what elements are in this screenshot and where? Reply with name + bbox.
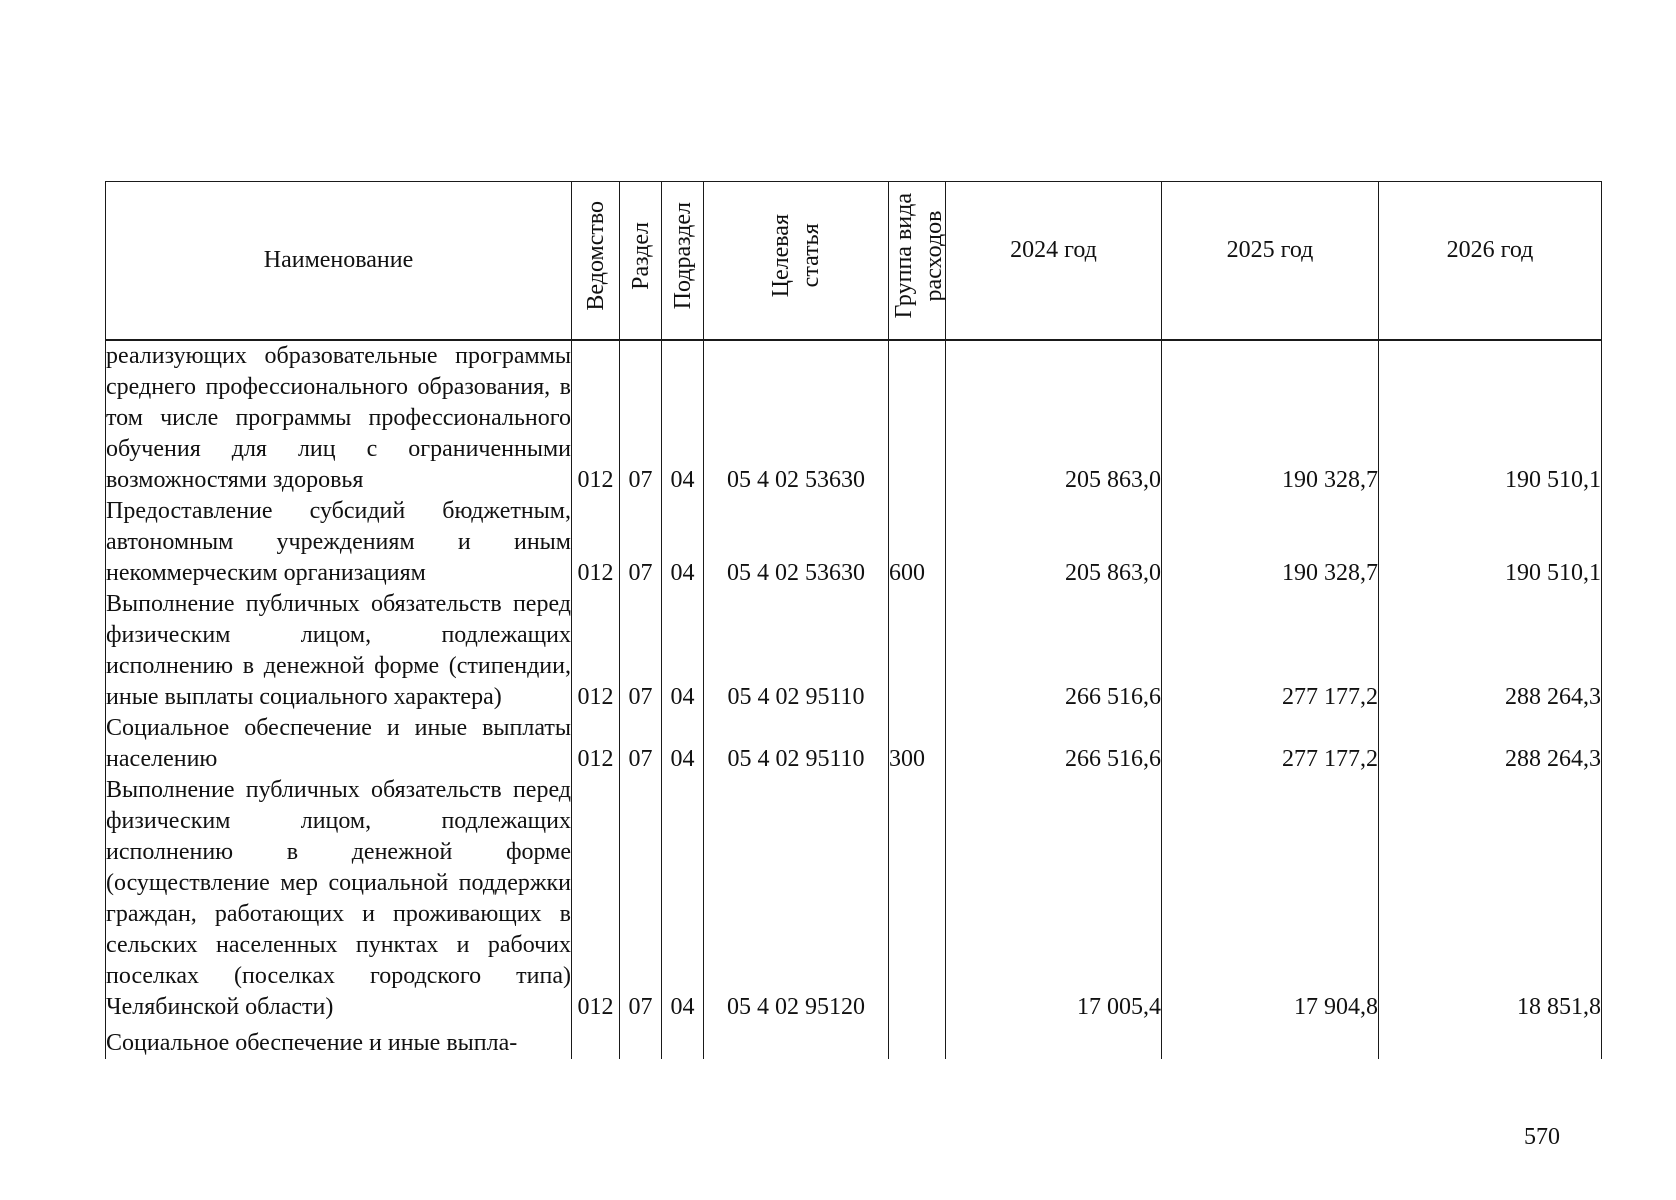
row-target: 05 4 02 53630 xyxy=(704,496,889,589)
row-2026 xyxy=(1379,1023,1602,1059)
header-2025: 2025 год xyxy=(1162,182,1379,341)
row-target: 05 4 02 95110 xyxy=(704,589,889,713)
row-group: 300 xyxy=(889,713,946,775)
row-group xyxy=(889,775,946,1023)
table-header-row xyxy=(106,182,1602,341)
row-name: реализующих образовательные программы среднего профессионального образования, в том числе программы профессионального обучения для лиц с ограниченными возможностями здоровья xyxy=(106,340,572,496)
row-2025: 277 177,2 xyxy=(1162,713,1379,775)
row-2026: 18 851,8 xyxy=(1379,775,1602,1023)
row-target: 05 4 02 95120 xyxy=(704,775,889,1023)
row-target: 05 4 02 53630 xyxy=(704,340,889,496)
row-group: 600 xyxy=(889,496,946,589)
row-2024: 205 863,0 xyxy=(946,496,1162,589)
row-vedomstvo: 012 xyxy=(572,589,620,713)
header-2026: 2026 год xyxy=(1379,182,1602,341)
row-2025: 277 177,2 xyxy=(1162,589,1379,713)
row-name: Выполнение публичных обязательств перед физическим лицом, подлежащих исполнению в денежной форме (стипендии, иные выплаты социального характера) xyxy=(106,589,572,713)
header-podrazdel: Подраздел xyxy=(662,182,704,341)
row-target xyxy=(704,1023,889,1059)
row-group xyxy=(889,589,946,713)
header-target: Целевая статья xyxy=(704,182,889,341)
row-name: Выполнение публичных обязательств перед физическим лицом, подлежащих исполнению в денежной форме (осуществление мер социальной поддержки граждан, работающих и проживающих в сельских населенных пунктах и рабочих поселках (поселках городского типа) Челябинской области) xyxy=(106,775,572,1023)
row-podrazdel: 04 xyxy=(662,775,704,1023)
row-target: 05 4 02 95110 xyxy=(704,713,889,775)
row-2026: 288 264,3 xyxy=(1379,589,1602,713)
table-row xyxy=(106,496,1602,589)
row-2026: 190 510,1 xyxy=(1379,340,1602,496)
row-podrazdel: 04 xyxy=(662,713,704,775)
row-group xyxy=(889,340,946,496)
row-2025: 17 904,8 xyxy=(1162,775,1379,1023)
row-podrazdel xyxy=(662,1023,704,1059)
row-razdel xyxy=(620,1023,662,1059)
table-row xyxy=(106,1023,1602,1059)
row-name: Социальное обеспечение и иные выпла- xyxy=(106,1023,572,1059)
row-2024: 266 516,6 xyxy=(946,713,1162,775)
row-podrazdel: 04 xyxy=(662,589,704,713)
row-2024 xyxy=(946,1023,1162,1059)
row-2026: 190 510,1 xyxy=(1379,496,1602,589)
row-vedomstvo: 012 xyxy=(572,775,620,1023)
row-2025 xyxy=(1162,1023,1379,1059)
row-name: Социальное обеспечение и иные выплаты населению xyxy=(106,713,572,775)
row-razdel: 07 xyxy=(620,589,662,713)
row-razdel: 07 xyxy=(620,775,662,1023)
row-razdel: 07 xyxy=(620,713,662,775)
row-podrazdel: 04 xyxy=(662,496,704,589)
row-2024: 266 516,6 xyxy=(946,589,1162,713)
row-2025: 190 328,7 xyxy=(1162,496,1379,589)
row-vedomstvo xyxy=(572,1023,620,1059)
table-row xyxy=(106,589,1602,713)
page-number: 570 xyxy=(1524,1124,1560,1150)
row-2024: 205 863,0 xyxy=(946,340,1162,496)
row-vedomstvo: 012 xyxy=(572,713,620,775)
row-podrazdel: 04 xyxy=(662,340,704,496)
row-razdel: 07 xyxy=(620,496,662,589)
header-group: Группа вида расходов xyxy=(889,182,946,341)
table-row xyxy=(106,713,1602,775)
header-2024: 2024 год xyxy=(946,182,1162,341)
header-vedomstvo: Ведомство xyxy=(572,182,620,341)
row-group xyxy=(889,1023,946,1059)
row-vedomstvo: 012 xyxy=(572,496,620,589)
header-razdel: Раздел xyxy=(620,182,662,341)
header-name: Наименование xyxy=(106,182,572,341)
row-2025: 190 328,7 xyxy=(1162,340,1379,496)
row-2026: 288 264,3 xyxy=(1379,713,1602,775)
table-row xyxy=(106,775,1602,1023)
row-name: Предоставление субсидий бюджетным, автономным учреждениям и иным некоммерческим организациям xyxy=(106,496,572,589)
row-razdel: 07 xyxy=(620,340,662,496)
row-vedomstvo: 012 xyxy=(572,340,620,496)
row-2024: 17 005,4 xyxy=(946,775,1162,1023)
table-row xyxy=(106,340,1602,496)
budget-table xyxy=(105,181,1602,1059)
